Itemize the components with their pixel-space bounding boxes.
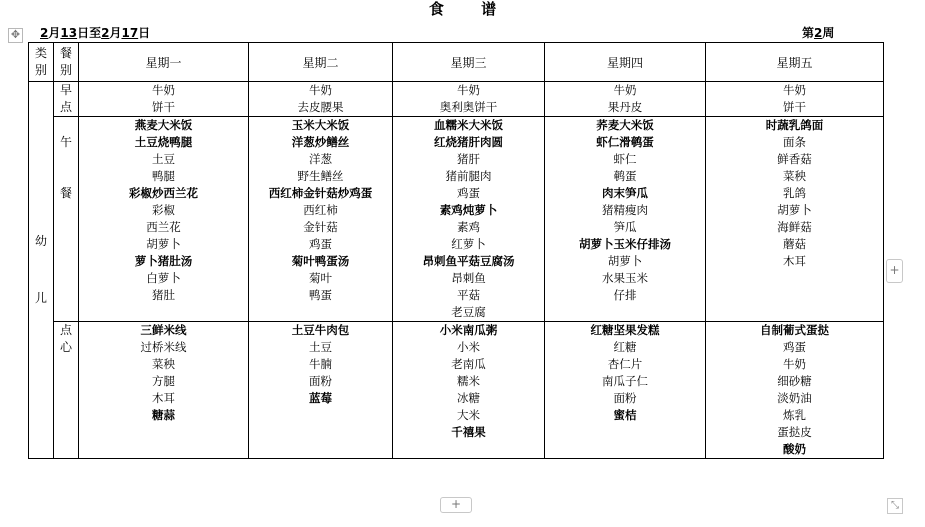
meal-label-char: 心 bbox=[59, 340, 72, 354]
menu-item: 鸭腿 bbox=[152, 169, 175, 183]
menu-item: 土豆牛肉包 bbox=[291, 323, 350, 337]
menu-item: 鸡蛋 bbox=[309, 237, 332, 251]
menu-item: 鸡蛋 bbox=[457, 186, 480, 200]
menu-item: 鲜香菇 bbox=[777, 152, 812, 166]
header-meal bbox=[54, 43, 79, 82]
menu-item: 西红柿金针菇炒鸡蛋 bbox=[268, 186, 373, 200]
category-char: 幼 bbox=[34, 234, 47, 248]
header-day: 星期四 bbox=[545, 43, 706, 82]
menu-item: 蛋挞皮 bbox=[777, 425, 812, 439]
menu-item: 饼干 bbox=[152, 100, 175, 114]
menu-item: 胡萝卜 bbox=[146, 237, 181, 251]
menu-item: 血糯米大米饭 bbox=[434, 118, 503, 132]
end-day-label: 日 bbox=[138, 26, 151, 40]
menu-cell-lunch bbox=[706, 117, 884, 322]
end-month: 2 bbox=[101, 26, 110, 40]
menu-item: 奥利奥饼干 bbox=[439, 100, 498, 114]
start-day: 13 bbox=[60, 26, 78, 40]
menu-item: 蘑菇 bbox=[783, 237, 806, 251]
header-day: 星期五 bbox=[706, 43, 884, 82]
menu-cell-snack bbox=[393, 322, 545, 459]
menu-item: 素鸡炖萝卜 bbox=[439, 203, 498, 217]
menu-item: 杏仁片 bbox=[607, 357, 643, 371]
menu-item: 猪前腿肉 bbox=[445, 169, 492, 183]
menu-item: 牛奶 bbox=[457, 83, 480, 97]
menu-item: 虾仁滑鹌蛋 bbox=[596, 135, 654, 149]
menu-item: 彩椒炒西兰花 bbox=[129, 186, 198, 200]
meal-label-char: 点 bbox=[59, 100, 72, 114]
menu-item: 菊叶鸭蛋汤 bbox=[291, 254, 350, 268]
menu-item: 胡萝卜玉米仔排汤 bbox=[579, 237, 671, 251]
week-number bbox=[802, 24, 834, 42]
menu-cell-snack bbox=[249, 322, 393, 459]
menu-item: 萝卜猪肚汤 bbox=[134, 254, 193, 268]
menu-item: 水果玉米 bbox=[602, 271, 648, 285]
header-category-char: 别 bbox=[34, 63, 47, 77]
menu-item: 金针菇 bbox=[303, 220, 338, 234]
menu-item: 去皮腰果 bbox=[297, 100, 344, 114]
menu-cell-lunch bbox=[79, 117, 249, 322]
lunch-row bbox=[29, 117, 884, 322]
menu-item: 洋葱炒鳝丝 bbox=[291, 135, 350, 149]
menu-cell-breakfast bbox=[393, 82, 545, 117]
menu-item: 三鲜米线 bbox=[140, 323, 187, 337]
menu-item: 小米 bbox=[457, 340, 480, 354]
menu-item: 木耳 bbox=[152, 391, 175, 405]
menu-item: 牛奶 bbox=[309, 83, 332, 97]
menu-item: 蓝莓 bbox=[309, 391, 332, 405]
menu-item: 鸡蛋 bbox=[783, 340, 806, 354]
menu-cell-lunch bbox=[393, 117, 545, 322]
end-day: 17 bbox=[121, 26, 139, 40]
menu-cell-snack bbox=[706, 322, 884, 459]
menu-item: 面粉 bbox=[613, 391, 637, 405]
menu-item: 酸奶 bbox=[783, 442, 806, 456]
menu-item: 燕麦大米饭 bbox=[134, 118, 193, 132]
menu-item: 野生鳝丝 bbox=[297, 169, 344, 183]
week-prefix: 第 bbox=[802, 26, 815, 40]
menu-table bbox=[28, 42, 884, 459]
meal-label-char: 点 bbox=[59, 323, 72, 337]
menu-cell-snack bbox=[79, 322, 249, 459]
menu-item: 红糖 bbox=[613, 340, 637, 354]
snack-row bbox=[29, 322, 884, 459]
menu-item: 淡奶油 bbox=[777, 391, 812, 405]
menu-cell-breakfast bbox=[545, 82, 706, 117]
menu-cell-snack bbox=[545, 322, 706, 459]
category-char: 儿 bbox=[34, 291, 47, 305]
menu-item: 蜜桔 bbox=[613, 408, 637, 422]
menu-item: 红烧猪肝肉圆 bbox=[434, 135, 503, 149]
week-value: 2 bbox=[814, 26, 823, 40]
menu-item: 炼乳 bbox=[783, 408, 806, 422]
menu-item: 肉末笋瓜 bbox=[602, 186, 648, 200]
header-day: 星期二 bbox=[249, 43, 393, 82]
meal-label-breakfast bbox=[54, 82, 79, 117]
header-category bbox=[29, 43, 54, 82]
menu-item: 土豆 bbox=[309, 340, 332, 354]
menu-item: 时蔬乳鸽面 bbox=[765, 118, 824, 132]
menu-item: 红萝卜 bbox=[451, 237, 486, 251]
menu-item: 饼干 bbox=[783, 100, 806, 114]
menu-item: 素鸡 bbox=[457, 220, 480, 234]
menu-item: 白萝卜 bbox=[146, 271, 181, 285]
header-day: 星期三 bbox=[393, 43, 545, 82]
menu-item: 菜秧 bbox=[783, 169, 806, 183]
menu-item: 牛奶 bbox=[783, 83, 806, 97]
menu-item: 昂刺鱼平菇豆腐汤 bbox=[422, 254, 515, 268]
menu-item: 胡萝卜 bbox=[607, 254, 643, 268]
menu-item: 老南瓜 bbox=[451, 357, 486, 371]
menu-item: 面条 bbox=[783, 135, 806, 149]
menu-item: 仔排 bbox=[613, 288, 637, 302]
menu-item: 昂刺鱼 bbox=[451, 271, 486, 285]
date-range bbox=[40, 24, 150, 42]
meal-label-snack bbox=[54, 322, 79, 459]
menu-item: 猪肚 bbox=[152, 288, 175, 302]
menu-item: 胡萝卜 bbox=[777, 203, 812, 217]
menu-item: 牛奶 bbox=[152, 83, 175, 97]
menu-item: 南瓜子仁 bbox=[602, 374, 648, 388]
menu-item: 糖蒜 bbox=[152, 408, 175, 422]
menu-item: 笋瓜 bbox=[613, 220, 637, 234]
menu-item: 海鲜菇 bbox=[777, 220, 812, 234]
header-meal-char: 餐 bbox=[59, 46, 72, 60]
menu-item: 土豆烧鸭腿 bbox=[134, 135, 193, 149]
menu-item: 西兰花 bbox=[146, 220, 181, 234]
menu-item: 猪肝 bbox=[457, 152, 480, 166]
menu-item: 土豆 bbox=[152, 152, 175, 166]
month-label-2: 月 bbox=[109, 26, 122, 40]
menu-item: 牛奶 bbox=[783, 357, 806, 371]
menu-item: 平菇 bbox=[457, 288, 480, 302]
menu-item: 虾仁 bbox=[613, 152, 637, 166]
header-row bbox=[29, 43, 884, 82]
menu-cell-breakfast bbox=[249, 82, 393, 117]
header-meal-char: 别 bbox=[59, 63, 72, 77]
menu-item: 大米 bbox=[457, 408, 480, 422]
category-cell bbox=[29, 82, 54, 459]
meal-label-lunch bbox=[54, 117, 79, 322]
menu-item: 面粉 bbox=[309, 374, 332, 388]
menu-item: 细砂糖 bbox=[777, 374, 812, 388]
add-column-button[interactable]: + bbox=[886, 259, 903, 283]
table-resize-handle-icon[interactable]: ⤡ bbox=[887, 498, 903, 514]
menu-item: 过桥米线 bbox=[140, 340, 187, 354]
menu-item: 老豆腐 bbox=[451, 305, 486, 319]
day-label: 日至 bbox=[77, 26, 102, 40]
menu-item: 洋葱 bbox=[309, 152, 332, 166]
menu-item: 自制葡式蛋挞 bbox=[760, 323, 829, 337]
meal-label-char: 早 bbox=[59, 83, 72, 97]
menu-item: 菊叶 bbox=[309, 271, 332, 285]
menu-item: 荞麦大米饭 bbox=[596, 118, 654, 132]
breakfast-row bbox=[29, 82, 884, 117]
menu-item: 菜秧 bbox=[152, 357, 175, 371]
meal-label-char: 餐 bbox=[59, 186, 72, 200]
header-category-char: 类 bbox=[34, 46, 47, 60]
menu-cell-breakfast bbox=[79, 82, 249, 117]
menu-cell-lunch bbox=[545, 117, 706, 322]
meal-label-char: 午 bbox=[59, 135, 72, 149]
menu-item: 猪精瘦肉 bbox=[602, 203, 648, 217]
start-month: 2 bbox=[40, 26, 49, 40]
menu-item: 乳鸽 bbox=[783, 186, 806, 200]
header-day: 星期一 bbox=[79, 43, 249, 82]
menu-item: 千禧果 bbox=[451, 425, 486, 439]
menu-item: 牛腩 bbox=[309, 357, 332, 371]
menu-item: 方腿 bbox=[152, 374, 175, 388]
menu-item: 糯米 bbox=[457, 374, 480, 388]
month-label: 月 bbox=[48, 26, 61, 40]
menu-item: 红糖坚果发糕 bbox=[590, 323, 660, 337]
menu-item: 玉米大米饭 bbox=[291, 118, 350, 132]
menu-item: 木耳 bbox=[783, 254, 806, 268]
menu-item: 冰糖 bbox=[457, 391, 480, 405]
menu-cell-lunch bbox=[249, 117, 393, 322]
menu-item: 小米南瓜粥 bbox=[439, 323, 498, 337]
page-title: 食 谱 bbox=[428, 0, 513, 18]
menu-cell-breakfast bbox=[706, 82, 884, 117]
menu-item: 牛奶 bbox=[613, 83, 637, 97]
week-suffix: 周 bbox=[822, 26, 835, 40]
table-move-handle-icon[interactable]: ✥ bbox=[8, 28, 23, 43]
menu-item: 鸭蛋 bbox=[309, 288, 332, 302]
menu-item: 彩椒 bbox=[152, 203, 175, 217]
menu-item: 西红柿 bbox=[303, 203, 338, 217]
menu-item: 鹌蛋 bbox=[613, 169, 637, 183]
add-row-button[interactable]: + bbox=[440, 497, 472, 513]
menu-item: 果丹皮 bbox=[607, 100, 643, 114]
